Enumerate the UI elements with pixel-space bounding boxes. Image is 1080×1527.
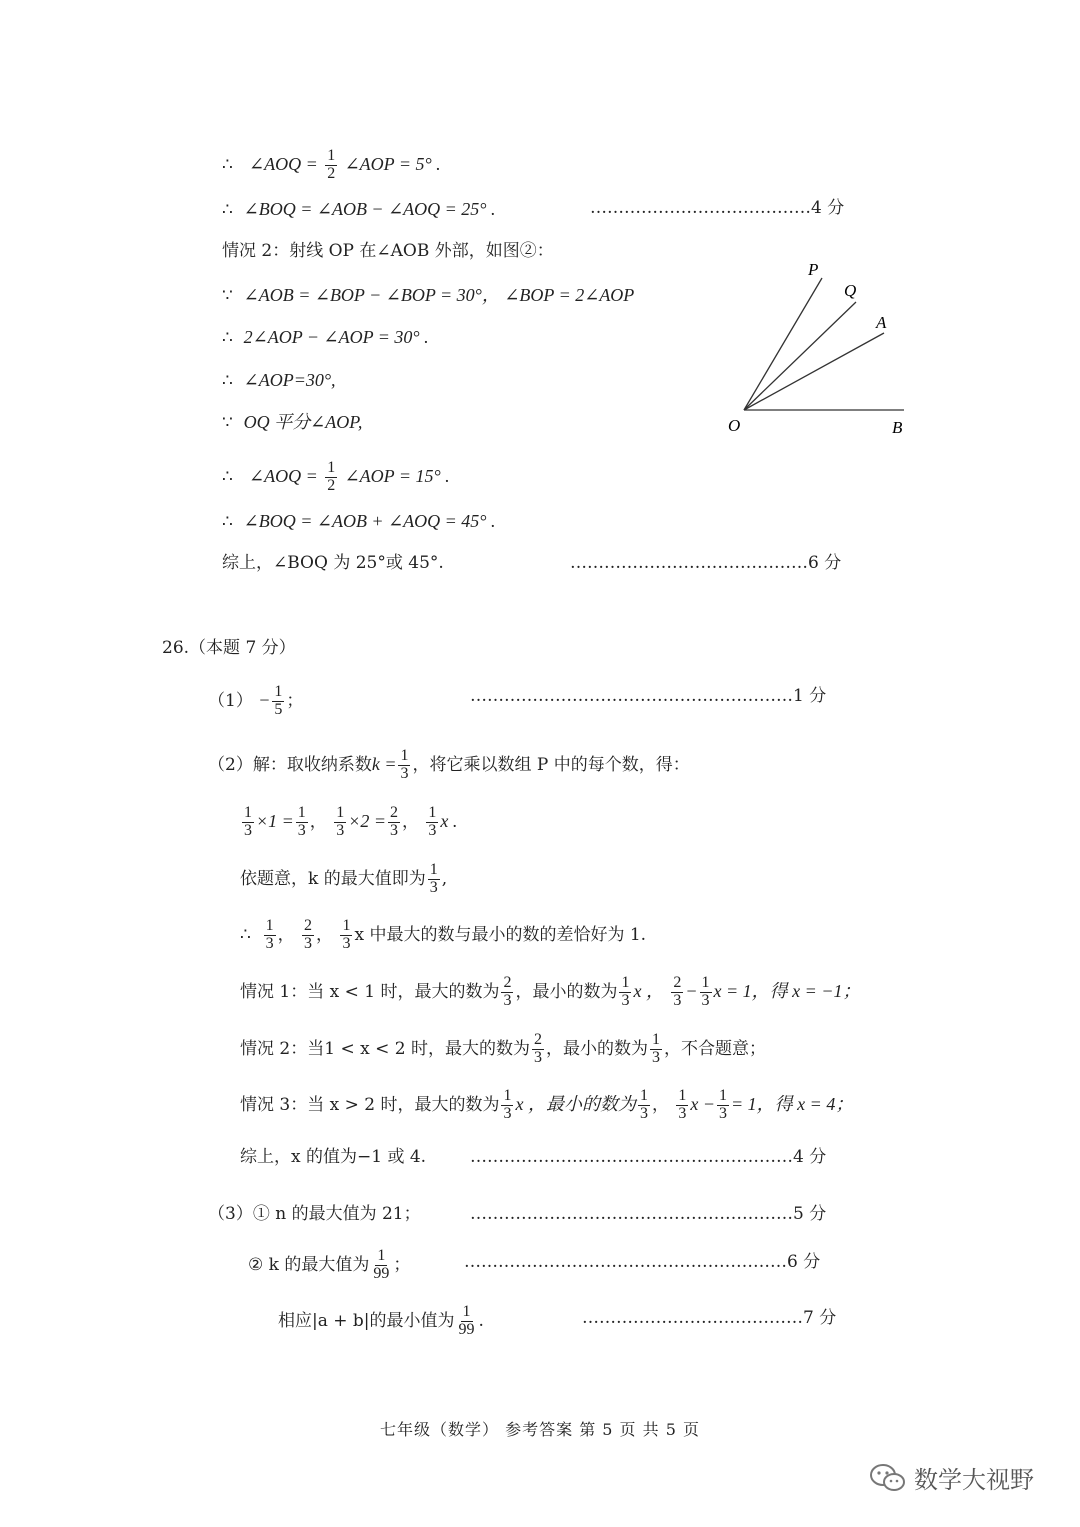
fraction: $\frac{1}{3}$	[678, 1087, 687, 1122]
fraction: $\frac{1}{3}$	[503, 1087, 512, 1122]
fraction: $\frac{1}{3}$	[701, 974, 710, 1009]
case2-line3: ∴ ∠AOP=30°,	[222, 370, 336, 391]
case2-line6: ∴ ∠BOQ = ∠AOB + ∠AOQ = 45° .	[222, 511, 496, 532]
q26-part3-c: 相应|a + b|的最小值为 $\frac{1}{99}$ .	[278, 1303, 484, 1338]
fraction: $\frac{1}{2}$	[327, 459, 336, 494]
q26-case2: 情况 2：当1 < x < 2 时，最大的数为 $\frac{2}{3}$ ，最小的数为 $\frac{1}{3}$ ，不合题意；	[240, 1031, 766, 1066]
ray-oq	[744, 302, 856, 410]
fraction: $\frac{1}{3}$	[639, 1087, 648, 1122]
case2-summary: 综上，∠BOQ 为 25°或 45°.	[222, 553, 444, 573]
fraction: $\frac{1}{3}$	[719, 1087, 728, 1122]
case2-title: 情况 2：射线 OP 在∠AOB 外部，如图②：	[222, 241, 554, 261]
fraction: $\frac{1}{3}$	[342, 917, 351, 952]
case2-line2: ∴ 2∠AOP − ∠AOP = 30° .	[222, 327, 429, 348]
score-4-b: …………………………………………………4 分	[470, 1147, 827, 1167]
fraction: $\frac{1}{3}$	[297, 804, 306, 839]
fraction: $\frac{2}{3}$	[390, 804, 398, 839]
fraction: $\frac{1}{3}$	[244, 804, 252, 839]
score-6-b: …………………………………………………6 分	[464, 1252, 821, 1272]
wechat-icon	[870, 1463, 906, 1493]
score-5: …………………………………………………5 分	[470, 1204, 827, 1224]
label-a: A	[876, 313, 887, 332]
label-o: O	[728, 416, 741, 435]
q26-part3-b: ② k 的最大值为 $\frac{1}{99}$ ；	[248, 1247, 411, 1282]
fraction: $\frac{1}{3}$	[429, 861, 438, 896]
fraction: $\frac{2}{3}$	[533, 1031, 542, 1066]
label-b: B	[892, 418, 903, 437]
label-p: P	[808, 260, 819, 279]
score-7: …………………………………7 分	[582, 1308, 837, 1328]
score-6-a: ……………………………………6 分	[570, 553, 842, 573]
fraction: $\frac{1}{3}$	[265, 917, 274, 952]
q26-part2-summary: 综上，x 的值为−1 或 4.	[240, 1147, 427, 1167]
fraction: $\frac{1}{3}$	[428, 804, 437, 839]
fraction: $\frac{1}{99}$	[373, 1247, 390, 1282]
ray-op	[744, 278, 822, 410]
q26-products: $\frac{1}{3}$ ×1 = $\frac{1}{3}$ ， $\frac{1}{3}$ ×2 = $\frac{2}{3}$ ， $\frac{1}{3}$ x .	[244, 804, 458, 839]
ray-oa	[744, 333, 884, 410]
case1-line2: ∴ ∠BOQ = ∠AOB − ∠AOQ = 25° .	[222, 199, 496, 220]
case2-line4: ∵ OQ 平分∠AOP,	[222, 412, 363, 433]
page-footer: 七年级（数学） 参考答案 第 5 页 共 5 页	[380, 1420, 700, 1439]
q26-title: 26.（本题 7 分）	[162, 638, 296, 658]
fraction: $\frac{1}{3}$	[336, 804, 345, 839]
fraction: $\frac{2}{3}$	[304, 917, 313, 952]
angle-figure	[720, 258, 920, 438]
fraction: $\frac{1}{5}$	[274, 683, 283, 718]
watermark	[870, 1460, 1034, 1495]
score-4-a: …………………………………4 分	[590, 198, 845, 218]
q26-maxk: 依题意，k 的最大值即为 $\frac{1}{3}$ ,	[240, 861, 448, 896]
fraction: $\frac{1}{3}$	[621, 974, 630, 1009]
q26-case1: 情况 1：当 x < 1 时，最大的数为 $\frac{2}{3}$ ，最小的数为 $\frac{1}{3}$ x ， $\frac{2}{3}$ − $\frac{1}{3}$ x = 1，得 x = −1；	[240, 974, 861, 1009]
fraction: $\frac{2}{3}$	[503, 974, 512, 1009]
q26-part2-intro: （2）解：取收纳系数k = $\frac{1}{3}$ ，将它乘以数组 P 中的每个数，得：	[208, 747, 690, 782]
q26-part1: （1） − $\frac{1}{5}$ ；	[208, 683, 304, 718]
q26-part3-a: （3）① n 的最大值为 21；	[208, 1204, 421, 1224]
case2-line1: ∵ ∠AOB = ∠BOP − ∠BOP = 30°， ∠BOP = 2∠AOP	[222, 285, 635, 306]
fraction: $\frac{1}{99}$	[458, 1303, 475, 1338]
case1-line1: ∴ ∠AOQ = $\frac{1}{2}$ ∠AOP = 5° .	[222, 147, 441, 182]
q26-case3: 情况 3：当 x > 2 时，最大的数为 $\frac{1}{3}$ x ，最小的数为 $\frac{1}{3}$ ， $\frac{1}{3}$ x − $\frac{1}{3}$ = 1，得 x = 4；	[240, 1087, 854, 1122]
watermark-text: 数学大视野	[914, 1466, 1034, 1494]
label-q: Q	[844, 281, 857, 300]
q26-diff: ∴ $\frac{1}{3}$ ， $\frac{2}{3}$ ， $\frac{1}{3}$ x 中最大的数与最小的数的差恰好为 1.	[240, 917, 647, 952]
fraction: $\frac{2}{3}$	[673, 974, 682, 1009]
fraction: $\frac{1}{3}$	[400, 747, 409, 782]
score-1: …………………………………………………1 分	[470, 686, 827, 706]
fraction: $\frac{1}{2}$	[327, 147, 336, 182]
fraction: $\frac{1}{3}$	[651, 1031, 660, 1066]
case2-line5: ∴ ∠AOQ = $\frac{1}{2}$ ∠AOP = 15° .	[222, 459, 450, 494]
